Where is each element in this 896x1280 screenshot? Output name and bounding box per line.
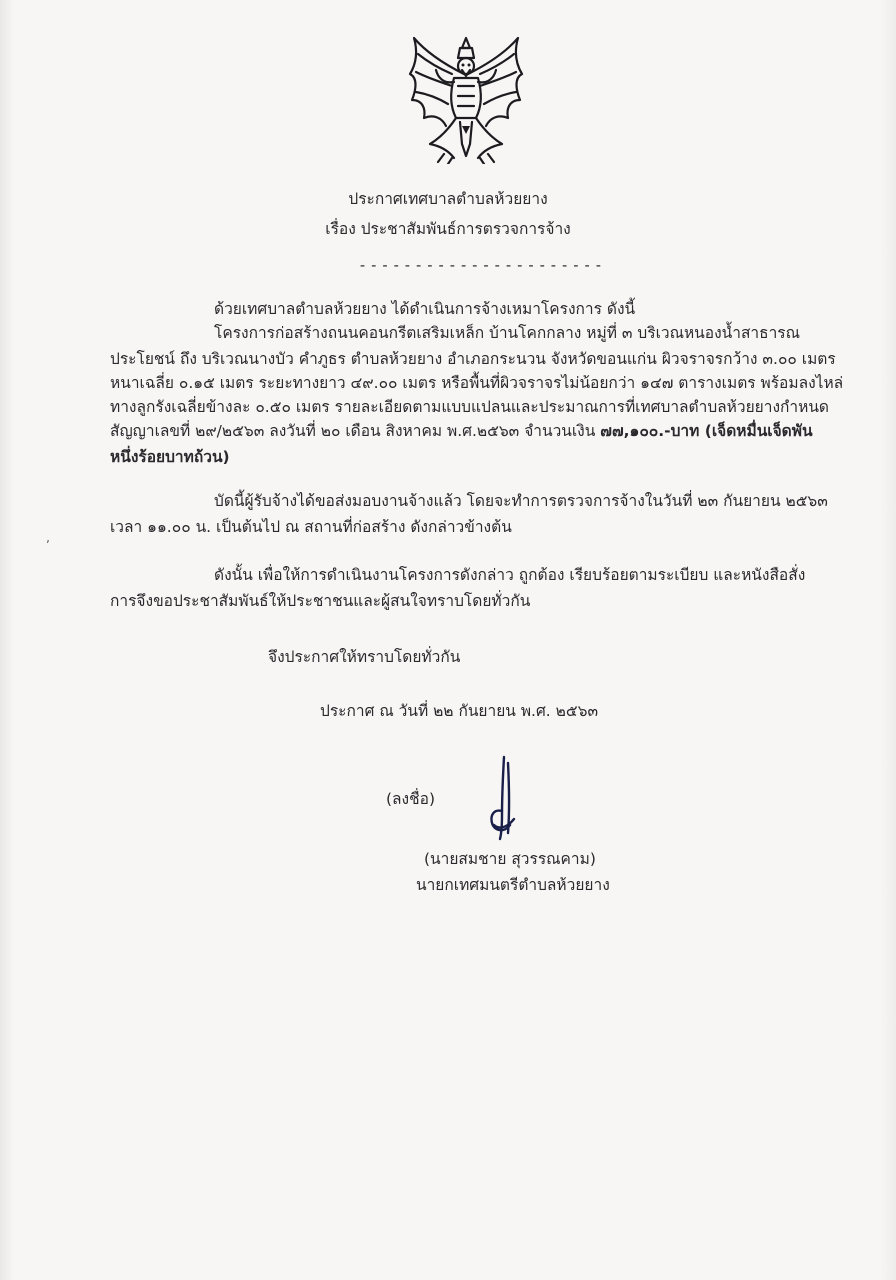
handwritten-signature <box>484 755 524 841</box>
garuda-emblem-icon <box>404 34 528 164</box>
document-subject: เรื่อง ประชาสัมพันธ์การตรวจการจ้าง <box>325 220 571 238</box>
signer-position: นายกเทศมนตรีตำบลห้วยยาง <box>416 876 610 894</box>
project-line-2: ประโยชน์ ถึง บริเวณนางบัว คำภูธร ตำบลห้วยยาง อำเภอกระนวน จังหวัดขอนแก่น ผิวจราจรกว้าง ๓.๐๐ เมตร <box>110 350 836 368</box>
document-header-org: ประกาศเทศบาลตำบลห้วยยาง <box>348 190 548 208</box>
project-line-4: ทางลูกรังเฉลี่ยข้างละ ๐.๕๐ เมตร รายละเอียดตามแบบแปลนและประมาณการที่เทศบาลตำบลห้วยยางกำหนด <box>110 398 829 416</box>
contract-details: สัญญาเลขที่ ๒๙/๒๕๖๓ ลงวันที่ ๒๐ เดือน สิงหาคม พ.ศ.๒๕๖๓ จำนวนเงิน <box>110 422 596 440</box>
project-line-1: โครงการก่อสร้างถนนคอนกรีตเสริมเหล็ก บ้านโคกกลาง หมู่ที่ ๓ บริเวณหนองน้ำสาธารณ <box>214 324 800 342</box>
announcement-date: ประกาศ ณ วันที่ ๒๒ กันยายน พ.ศ. ๒๕๖๓ <box>320 702 599 720</box>
paragraph-intro: ด้วยเทศบาลตำบลห้วยยาง ได้ดำเนินการจ้างเหมาโครงการ ดังนี้ <box>214 300 636 318</box>
inspection-line-2: เวลา ๑๑.๐๐ น. เป็นต้นไป ณ สถานที่ก่อสร้าง ดังกล่าวข้างต้น <box>110 518 512 536</box>
contract-amount-words: หนึ่งร้อยบาทถ้วน) <box>110 448 230 466</box>
conclusion-line-2: การจึงขอประชาสัมพันธ์ให้ประชาชนและผู้สนใจทราบโดยทั่วกัน <box>110 592 531 610</box>
header-separator: ---------------------- <box>358 256 606 274</box>
stray-mark: ʼ <box>46 538 50 552</box>
inspection-line-1: บัดนี้ผู้รับจ้างได้ขอส่งมอบงานจ้างแล้ว โดยจะทำการตรวจการจ้างในวันที่ ๒๓ กันยายน ๒๕๖๓ <box>214 492 828 510</box>
sign-label: (ลงชื่อ) <box>386 790 435 808</box>
contract-amount: ๗๗,๑๐๐.-บาท (เจ็ดหมื่นเจ็ดพัน <box>600 422 813 440</box>
project-line-5 <box>110 420 813 442</box>
project-line-3: หนาเฉลี่ย ๐.๑๕ เมตร ระยะทางยาว ๔๙.๐๐ เมตร หรือพื้นที่ผิวจราจรไม่น้อยกว่า ๑๔๗ ตารางเมตร พร้อมลงไหล่ <box>110 374 844 392</box>
signer-name: (นายสมชาย สุวรรณคาม) <box>424 850 596 868</box>
conclusion-line-1: ดังนั้น เพื่อให้การดำเนินงานโครงการดังกล่าว ถูกต้อง เรียบร้อยตามระเบียบ และหนังสือสั่ง <box>214 566 806 584</box>
announcement: จึงประกาศให้ทราบโดยทั่วกัน <box>268 648 461 666</box>
